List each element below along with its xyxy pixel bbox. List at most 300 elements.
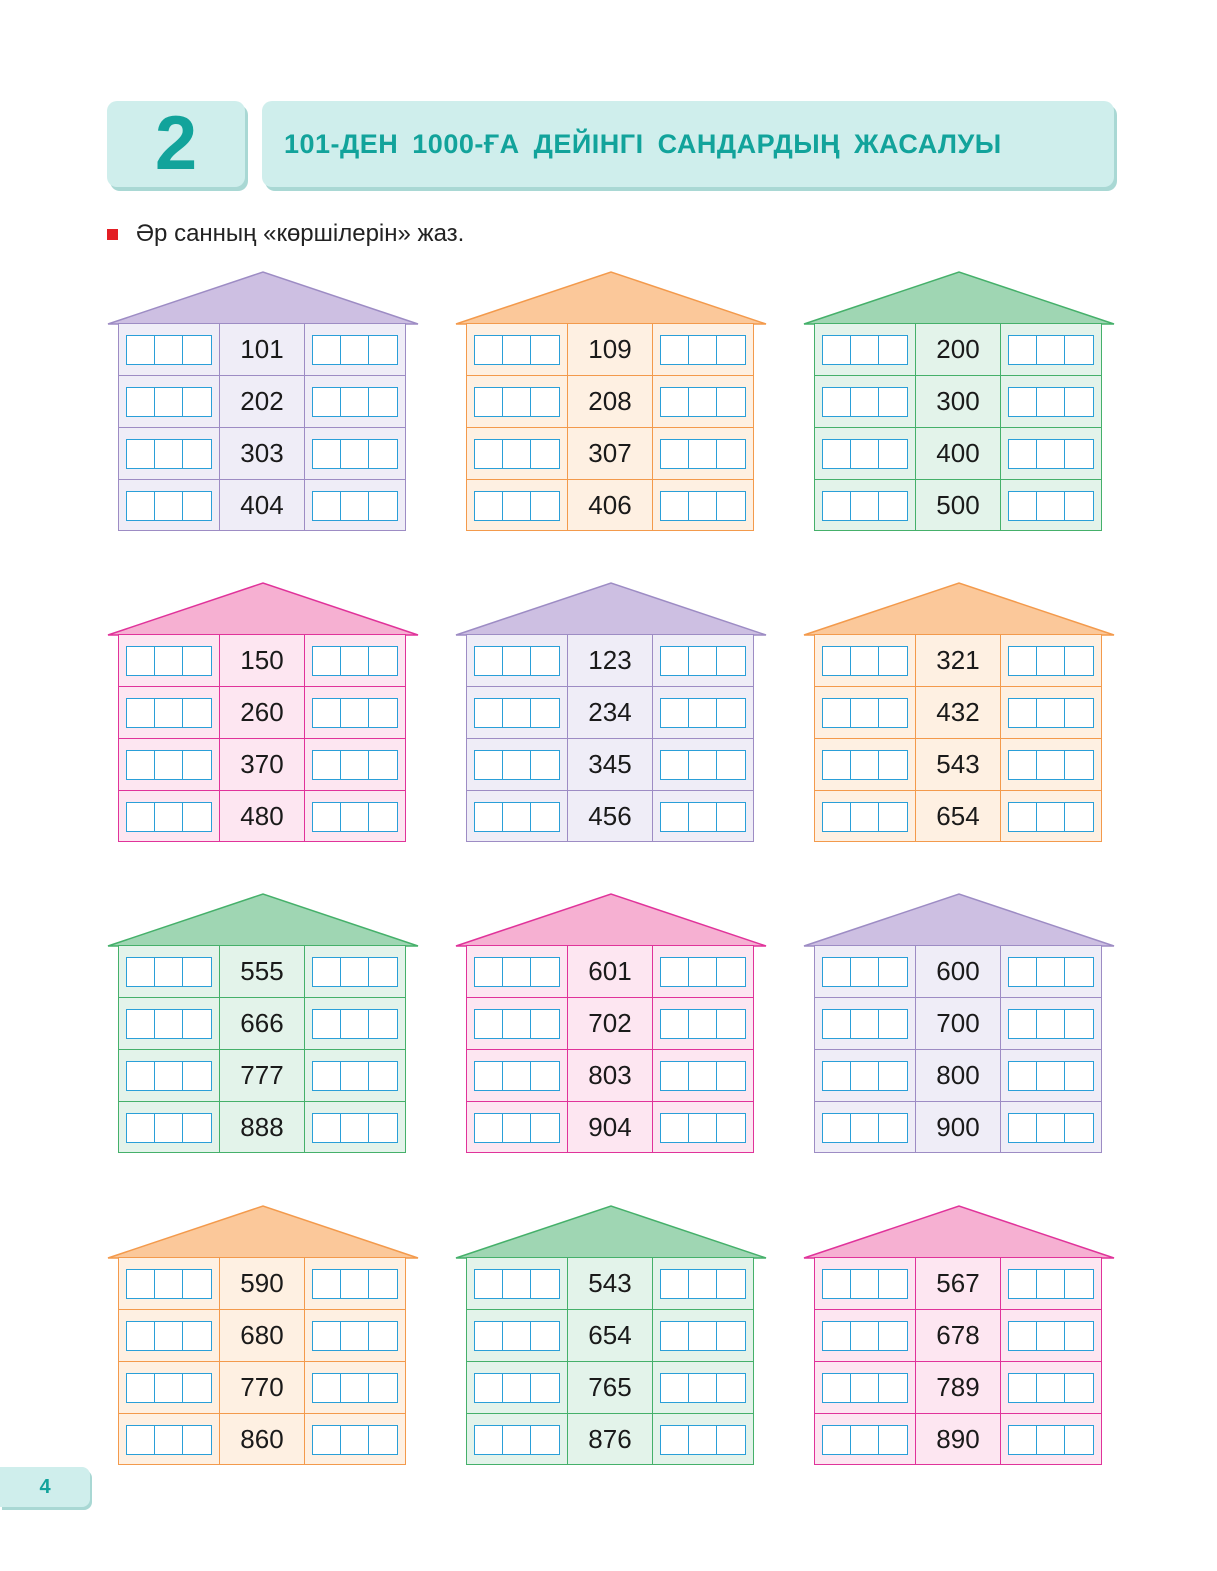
digit-box[interactable] [313,751,341,779]
digit-box[interactable] [503,1374,531,1402]
digit-box[interactable] [503,699,531,727]
digit-box[interactable] [823,1374,851,1402]
digit-box[interactable] [661,1010,689,1038]
next-neighbor-input[interactable] [1008,1009,1094,1039]
previous-neighbor-input[interactable] [126,1321,212,1351]
digit-box[interactable] [823,440,851,468]
digit-box[interactable] [503,958,531,986]
digit-box[interactable] [183,1010,211,1038]
digit-box[interactable] [1009,1270,1037,1298]
digit-box[interactable] [689,1322,717,1350]
digit-box[interactable] [503,751,531,779]
digit-box[interactable] [341,803,369,831]
digit-box[interactable] [1037,1374,1065,1402]
digit-box[interactable] [313,336,341,364]
digit-box[interactable] [183,958,211,986]
digit-box[interactable] [531,1322,559,1350]
digit-box[interactable] [341,336,369,364]
digit-box[interactable] [1065,1426,1093,1454]
digit-box[interactable] [155,1062,183,1090]
digit-box[interactable] [531,1270,559,1298]
digit-box[interactable] [661,1114,689,1142]
digit-box[interactable] [717,388,745,416]
digit-box[interactable] [341,958,369,986]
digit-box[interactable] [313,440,341,468]
next-neighbor-input[interactable] [312,387,398,417]
digit-box[interactable] [879,647,907,675]
previous-neighbor-input[interactable] [126,1113,212,1143]
digit-box[interactable] [1009,751,1037,779]
digit-box[interactable] [717,958,745,986]
digit-box[interactable] [717,1010,745,1038]
digit-box[interactable] [127,958,155,986]
digit-box[interactable] [851,1062,879,1090]
digit-box[interactable] [369,1010,397,1038]
digit-box[interactable] [1065,958,1093,986]
digit-box[interactable] [851,1426,879,1454]
digit-box[interactable] [1009,388,1037,416]
digit-box[interactable] [1009,336,1037,364]
digit-box[interactable] [531,1374,559,1402]
digit-box[interactable] [127,388,155,416]
previous-neighbor-input[interactable] [126,1269,212,1299]
digit-box[interactable] [155,647,183,675]
digit-box[interactable] [717,803,745,831]
digit-box[interactable] [155,492,183,520]
digit-box[interactable] [313,1010,341,1038]
digit-box[interactable] [823,336,851,364]
digit-box[interactable] [689,388,717,416]
digit-box[interactable] [851,1270,879,1298]
digit-box[interactable] [183,1374,211,1402]
next-neighbor-input[interactable] [312,1113,398,1143]
previous-neighbor-input[interactable] [126,491,212,521]
digit-box[interactable] [369,440,397,468]
next-neighbor-input[interactable] [660,750,746,780]
digit-box[interactable] [127,336,155,364]
digit-box[interactable] [689,803,717,831]
digit-box[interactable] [689,647,717,675]
next-neighbor-input[interactable] [660,1113,746,1143]
digit-box[interactable] [1065,336,1093,364]
previous-neighbor-input[interactable] [474,491,560,521]
previous-neighbor-input[interactable] [822,698,908,728]
next-neighbor-input[interactable] [312,1373,398,1403]
previous-neighbor-input[interactable] [474,1113,560,1143]
digit-box[interactable] [1065,647,1093,675]
digit-box[interactable] [503,1062,531,1090]
digit-box[interactable] [155,1114,183,1142]
next-neighbor-input[interactable] [660,387,746,417]
digit-box[interactable] [341,1322,369,1350]
next-neighbor-input[interactable] [312,1009,398,1039]
digit-box[interactable] [1065,388,1093,416]
digit-box[interactable] [503,1322,531,1350]
digit-box[interactable] [851,803,879,831]
digit-box[interactable] [531,336,559,364]
digit-box[interactable] [851,751,879,779]
next-neighbor-input[interactable] [1008,646,1094,676]
previous-neighbor-input[interactable] [822,491,908,521]
digit-box[interactable] [475,388,503,416]
digit-box[interactable] [717,492,745,520]
digit-box[interactable] [879,336,907,364]
digit-box[interactable] [1009,1426,1037,1454]
digit-box[interactable] [879,1270,907,1298]
digit-box[interactable] [183,492,211,520]
digit-box[interactable] [879,1322,907,1350]
digit-box[interactable] [1009,647,1037,675]
digit-box[interactable] [369,958,397,986]
next-neighbor-input[interactable] [1008,1321,1094,1351]
digit-box[interactable] [689,440,717,468]
previous-neighbor-input[interactable] [822,957,908,987]
digit-box[interactable] [1009,1010,1037,1038]
digit-box[interactable] [1037,440,1065,468]
digit-box[interactable] [127,1270,155,1298]
digit-box[interactable] [1065,751,1093,779]
digit-box[interactable] [879,492,907,520]
next-neighbor-input[interactable] [312,439,398,469]
digit-box[interactable] [661,751,689,779]
digit-box[interactable] [717,1322,745,1350]
digit-box[interactable] [689,958,717,986]
digit-box[interactable] [823,1010,851,1038]
digit-box[interactable] [689,699,717,727]
digit-box[interactable] [851,1114,879,1142]
previous-neighbor-input[interactable] [474,957,560,987]
digit-box[interactable] [475,1010,503,1038]
digit-box[interactable] [661,1062,689,1090]
next-neighbor-input[interactable] [1008,1113,1094,1143]
digit-box[interactable] [503,336,531,364]
next-neighbor-input[interactable] [1008,1061,1094,1091]
digit-box[interactable] [879,388,907,416]
next-neighbor-input[interactable] [1008,439,1094,469]
digit-box[interactable] [1009,1114,1037,1142]
digit-box[interactable] [879,958,907,986]
digit-box[interactable] [475,1426,503,1454]
previous-neighbor-input[interactable] [822,335,908,365]
previous-neighbor-input[interactable] [822,387,908,417]
digit-box[interactable] [661,440,689,468]
digit-box[interactable] [313,1270,341,1298]
digit-box[interactable] [531,388,559,416]
digit-box[interactable] [155,440,183,468]
previous-neighbor-input[interactable] [126,1009,212,1039]
digit-box[interactable] [475,440,503,468]
digit-box[interactable] [531,492,559,520]
digit-box[interactable] [531,1010,559,1038]
digit-box[interactable] [1009,492,1037,520]
digit-box[interactable] [155,1322,183,1350]
digit-box[interactable] [717,1270,745,1298]
digit-box[interactable] [531,699,559,727]
digit-box[interactable] [1037,803,1065,831]
digit-box[interactable] [879,751,907,779]
digit-box[interactable] [127,647,155,675]
next-neighbor-input[interactable] [660,1269,746,1299]
digit-box[interactable] [661,647,689,675]
digit-box[interactable] [155,1374,183,1402]
previous-neighbor-input[interactable] [822,750,908,780]
digit-box[interactable] [183,388,211,416]
digit-box[interactable] [155,388,183,416]
digit-box[interactable] [689,1010,717,1038]
previous-neighbor-input[interactable] [822,1373,908,1403]
digit-box[interactable] [1009,1322,1037,1350]
digit-box[interactable] [689,1426,717,1454]
next-neighbor-input[interactable] [660,646,746,676]
digit-box[interactable] [1009,440,1037,468]
digit-box[interactable] [155,1426,183,1454]
digit-box[interactable] [369,336,397,364]
next-neighbor-input[interactable] [1008,1425,1094,1455]
digit-box[interactable] [503,492,531,520]
digit-box[interactable] [823,1426,851,1454]
next-neighbor-input[interactable] [660,1009,746,1039]
previous-neighbor-input[interactable] [474,1373,560,1403]
digit-box[interactable] [717,440,745,468]
digit-box[interactable] [1037,492,1065,520]
digit-box[interactable] [689,1270,717,1298]
digit-box[interactable] [155,1010,183,1038]
next-neighbor-input[interactable] [1008,1269,1094,1299]
digit-box[interactable] [717,1374,745,1402]
previous-neighbor-input[interactable] [126,1373,212,1403]
digit-box[interactable] [341,440,369,468]
previous-neighbor-input[interactable] [474,698,560,728]
digit-box[interactable] [155,751,183,779]
previous-neighbor-input[interactable] [126,1061,212,1091]
previous-neighbor-input[interactable] [822,1425,908,1455]
next-neighbor-input[interactable] [660,802,746,832]
digit-box[interactable] [717,751,745,779]
next-neighbor-input[interactable] [1008,491,1094,521]
digit-box[interactable] [879,699,907,727]
digit-box[interactable] [183,336,211,364]
digit-box[interactable] [503,1010,531,1038]
digit-box[interactable] [313,1374,341,1402]
digit-box[interactable] [1065,1062,1093,1090]
previous-neighbor-input[interactable] [822,1113,908,1143]
previous-neighbor-input[interactable] [474,1321,560,1351]
digit-box[interactable] [1065,1010,1093,1038]
digit-box[interactable] [717,336,745,364]
digit-box[interactable] [155,336,183,364]
previous-neighbor-input[interactable] [822,646,908,676]
next-neighbor-input[interactable] [660,439,746,469]
digit-box[interactable] [531,751,559,779]
previous-neighbor-input[interactable] [474,646,560,676]
digit-box[interactable] [661,1426,689,1454]
digit-box[interactable] [823,1062,851,1090]
digit-box[interactable] [1009,699,1037,727]
digit-box[interactable] [1065,803,1093,831]
digit-box[interactable] [127,440,155,468]
digit-box[interactable] [127,1062,155,1090]
digit-box[interactable] [1037,1114,1065,1142]
digit-box[interactable] [183,440,211,468]
digit-box[interactable] [341,647,369,675]
digit-box[interactable] [851,958,879,986]
digit-box[interactable] [475,1062,503,1090]
next-neighbor-input[interactable] [660,1373,746,1403]
digit-box[interactable] [183,1322,211,1350]
digit-box[interactable] [851,336,879,364]
digit-box[interactable] [823,647,851,675]
digit-box[interactable] [851,699,879,727]
next-neighbor-input[interactable] [312,646,398,676]
previous-neighbor-input[interactable] [474,1061,560,1091]
digit-box[interactable] [1037,1270,1065,1298]
digit-box[interactable] [341,492,369,520]
digit-box[interactable] [531,1114,559,1142]
previous-neighbor-input[interactable] [474,335,560,365]
previous-neighbor-input[interactable] [126,750,212,780]
digit-box[interactable] [531,1062,559,1090]
digit-box[interactable] [1037,699,1065,727]
digit-box[interactable] [1037,388,1065,416]
digit-box[interactable] [661,388,689,416]
digit-box[interactable] [823,1114,851,1142]
digit-box[interactable] [369,1114,397,1142]
digit-box[interactable] [531,440,559,468]
digit-box[interactable] [689,751,717,779]
digit-box[interactable] [1037,647,1065,675]
next-neighbor-input[interactable] [312,491,398,521]
digit-box[interactable] [879,1374,907,1402]
digit-box[interactable] [369,647,397,675]
digit-box[interactable] [183,1270,211,1298]
digit-box[interactable] [1037,336,1065,364]
digit-box[interactable] [341,1062,369,1090]
next-neighbor-input[interactable] [660,335,746,365]
digit-box[interactable] [851,1374,879,1402]
digit-box[interactable] [1009,1062,1037,1090]
next-neighbor-input[interactable] [1008,802,1094,832]
next-neighbor-input[interactable] [660,1425,746,1455]
digit-box[interactable] [661,1374,689,1402]
digit-box[interactable] [369,803,397,831]
next-neighbor-input[interactable] [1008,1373,1094,1403]
digit-box[interactable] [475,699,503,727]
previous-neighbor-input[interactable] [822,1269,908,1299]
digit-box[interactable] [1009,1374,1037,1402]
previous-neighbor-input[interactable] [822,802,908,832]
digit-box[interactable] [155,958,183,986]
digit-box[interactable] [341,699,369,727]
digit-box[interactable] [531,803,559,831]
digit-box[interactable] [127,1322,155,1350]
digit-box[interactable] [823,1322,851,1350]
next-neighbor-input[interactable] [660,957,746,987]
digit-box[interactable] [183,803,211,831]
digit-box[interactable] [313,1426,341,1454]
digit-box[interactable] [155,699,183,727]
digit-box[interactable] [127,1426,155,1454]
digit-box[interactable] [183,647,211,675]
next-neighbor-input[interactable] [660,698,746,728]
digit-box[interactable] [1037,958,1065,986]
next-neighbor-input[interactable] [312,1425,398,1455]
digit-box[interactable] [531,958,559,986]
digit-box[interactable] [369,492,397,520]
digit-box[interactable] [1065,1270,1093,1298]
next-neighbor-input[interactable] [312,335,398,365]
next-neighbor-input[interactable] [312,698,398,728]
digit-box[interactable] [313,492,341,520]
digit-box[interactable] [661,958,689,986]
digit-box[interactable] [503,1426,531,1454]
digit-box[interactable] [717,647,745,675]
digit-box[interactable] [879,440,907,468]
digit-box[interactable] [1009,958,1037,986]
previous-neighbor-input[interactable] [474,387,560,417]
digit-box[interactable] [851,388,879,416]
digit-box[interactable] [531,1426,559,1454]
digit-box[interactable] [475,647,503,675]
digit-box[interactable] [503,388,531,416]
digit-box[interactable] [879,1010,907,1038]
digit-box[interactable] [879,1426,907,1454]
digit-box[interactable] [341,1426,369,1454]
digit-box[interactable] [717,1062,745,1090]
digit-box[interactable] [127,803,155,831]
previous-neighbor-input[interactable] [126,957,212,987]
digit-box[interactable] [1037,1322,1065,1350]
digit-box[interactable] [823,1270,851,1298]
digit-box[interactable] [341,1270,369,1298]
digit-box[interactable] [503,1114,531,1142]
digit-box[interactable] [661,336,689,364]
digit-box[interactable] [313,1322,341,1350]
digit-box[interactable] [851,647,879,675]
digit-box[interactable] [689,492,717,520]
digit-box[interactable] [879,1062,907,1090]
digit-box[interactable] [475,336,503,364]
digit-box[interactable] [313,1114,341,1142]
digit-box[interactable] [503,803,531,831]
digit-box[interactable] [183,751,211,779]
digit-box[interactable] [879,1114,907,1142]
digit-box[interactable] [717,1426,745,1454]
digit-box[interactable] [661,492,689,520]
digit-box[interactable] [851,1322,879,1350]
digit-box[interactable] [1037,1062,1065,1090]
digit-box[interactable] [127,751,155,779]
digit-box[interactable] [475,803,503,831]
digit-box[interactable] [369,1270,397,1298]
next-neighbor-input[interactable] [1008,698,1094,728]
digit-box[interactable] [341,1374,369,1402]
digit-box[interactable] [341,1010,369,1038]
digit-box[interactable] [155,1270,183,1298]
previous-neighbor-input[interactable] [126,698,212,728]
digit-box[interactable] [313,699,341,727]
digit-box[interactable] [369,388,397,416]
digit-box[interactable] [661,1322,689,1350]
digit-box[interactable] [313,388,341,416]
digit-box[interactable] [475,751,503,779]
digit-box[interactable] [823,388,851,416]
next-neighbor-input[interactable] [1008,387,1094,417]
previous-neighbor-input[interactable] [126,1425,212,1455]
digit-box[interactable] [369,1426,397,1454]
digit-box[interactable] [851,440,879,468]
digit-box[interactable] [341,1114,369,1142]
digit-box[interactable] [1037,1010,1065,1038]
